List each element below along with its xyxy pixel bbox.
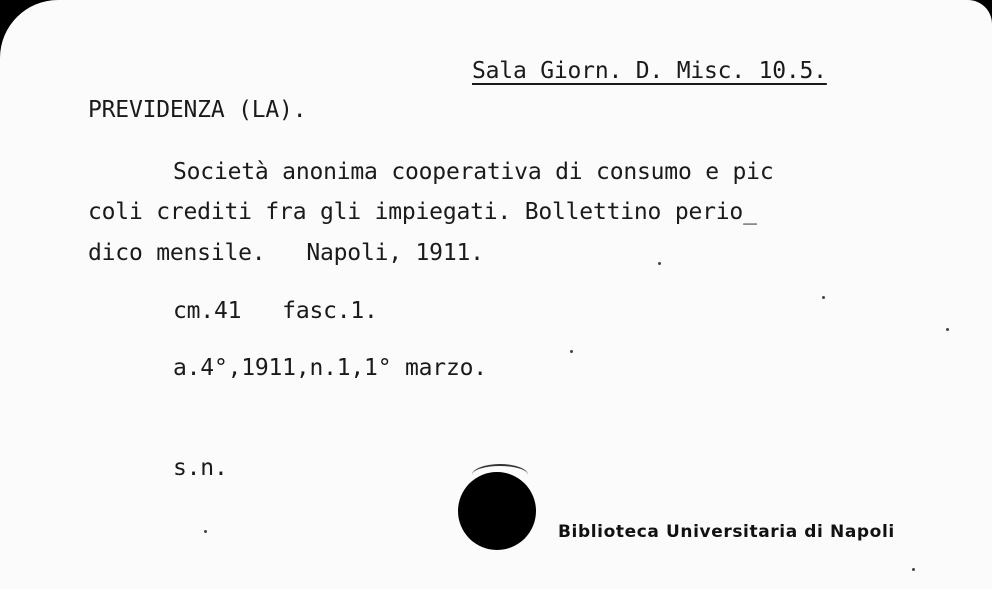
- card-heading: PREVIDENZA (LA).: [88, 97, 307, 123]
- description-line-2: coli crediti fra gli impiegati. Bollettino perio_: [88, 199, 757, 225]
- paper-speck: [658, 262, 661, 265]
- sn-note: s.n.: [173, 455, 228, 481]
- paper-speck: [570, 350, 573, 353]
- format-note: cm.41 fasc.1.: [173, 298, 378, 324]
- library-stamp-text: Biblioteca Universitaria di Napoli: [558, 522, 895, 542]
- shelfmark: Sala Giorn. D. Misc. 10.5.: [472, 58, 827, 84]
- description-line-3: dico mensile. Napoli, 1911.: [88, 240, 484, 266]
- library-stamp-seal: [458, 472, 536, 550]
- description-line-1: Società anonima cooperativa di consumo e pic: [173, 159, 774, 185]
- issue-note: a.4°,1911,n.1,1° marzo.: [173, 355, 487, 381]
- paper-speck: [822, 296, 825, 299]
- paper-speck: [204, 530, 207, 533]
- paper-speck: [912, 568, 915, 571]
- paper-speck: [946, 328, 949, 331]
